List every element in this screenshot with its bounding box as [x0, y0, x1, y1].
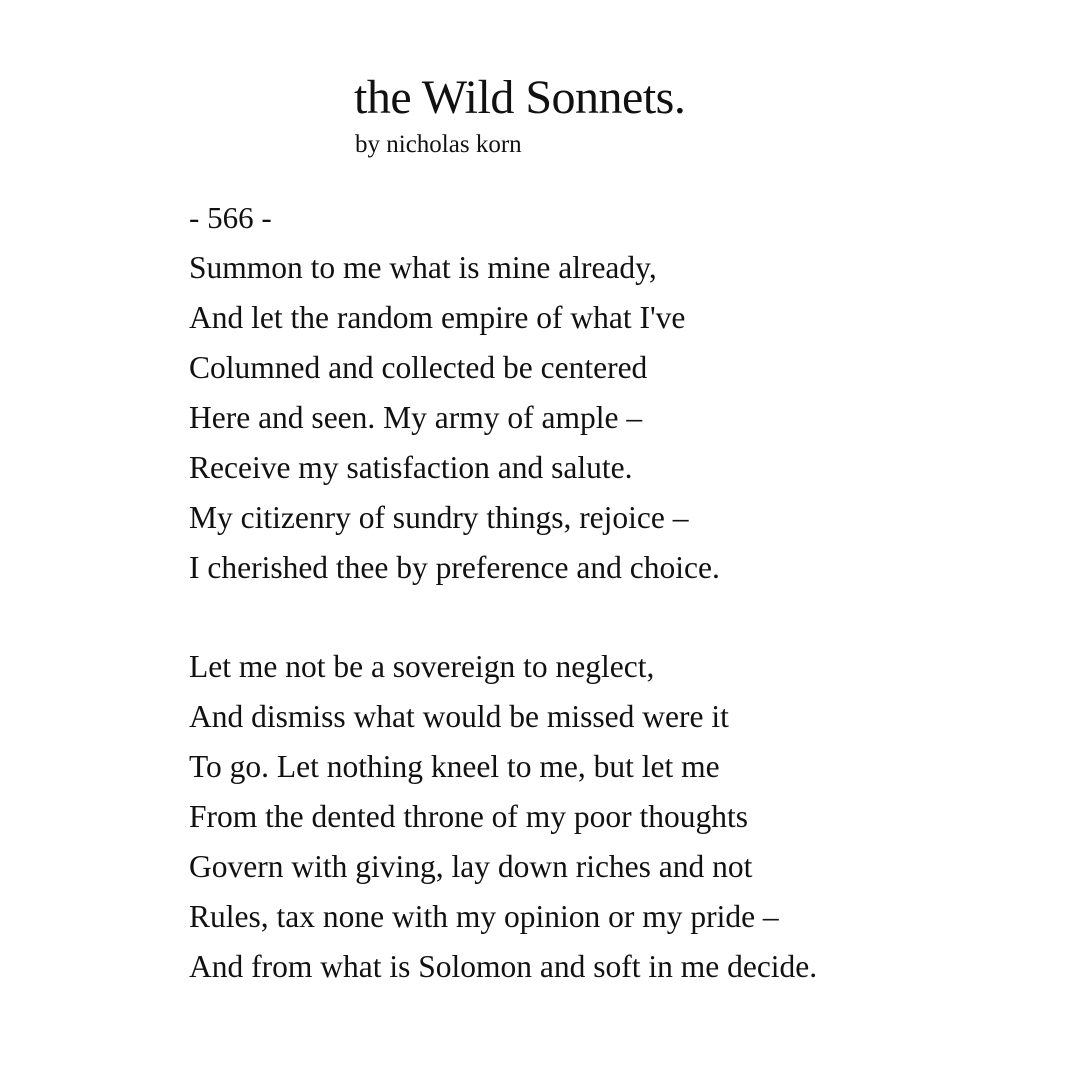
poem-line: And let the random empire of what I've	[189, 300, 686, 335]
poem-line: Govern with giving, lay down riches and not	[189, 849, 753, 884]
poem-line: Let me not be a sovereign to neglect,	[189, 649, 655, 684]
poem-line: And dismiss what would be missed were it	[189, 699, 729, 734]
poem-line: To go. Let nothing kneel to me, but let me	[189, 749, 720, 784]
poem-line: Columned and collected be centered	[189, 350, 648, 385]
stanza-1	[189, 248, 720, 598]
poem-line: My citizenry of sundry things, rejoice –	[189, 500, 689, 535]
poem-line: From the dented throne of my poor thoughts	[189, 799, 749, 834]
stanza-2	[189, 647, 817, 997]
sonnet-number: - 566 -	[189, 200, 272, 235]
poem-line: Summon to me what is mine already,	[189, 250, 657, 285]
poem-line: And from what is Solomon and soft in me decide.	[189, 949, 818, 984]
poem-line: Receive my satisfaction and salute.	[189, 450, 633, 485]
poem-line: I cherished thee by preference and choice.	[189, 550, 720, 585]
page-title: the Wild Sonnets.	[354, 71, 686, 124]
poem-line: Rules, tax none with my opinion or my pride –	[189, 899, 779, 934]
author-byline: by nicholas korn	[355, 131, 522, 158]
poem-line: Here and seen. My army of ample –	[189, 400, 643, 435]
